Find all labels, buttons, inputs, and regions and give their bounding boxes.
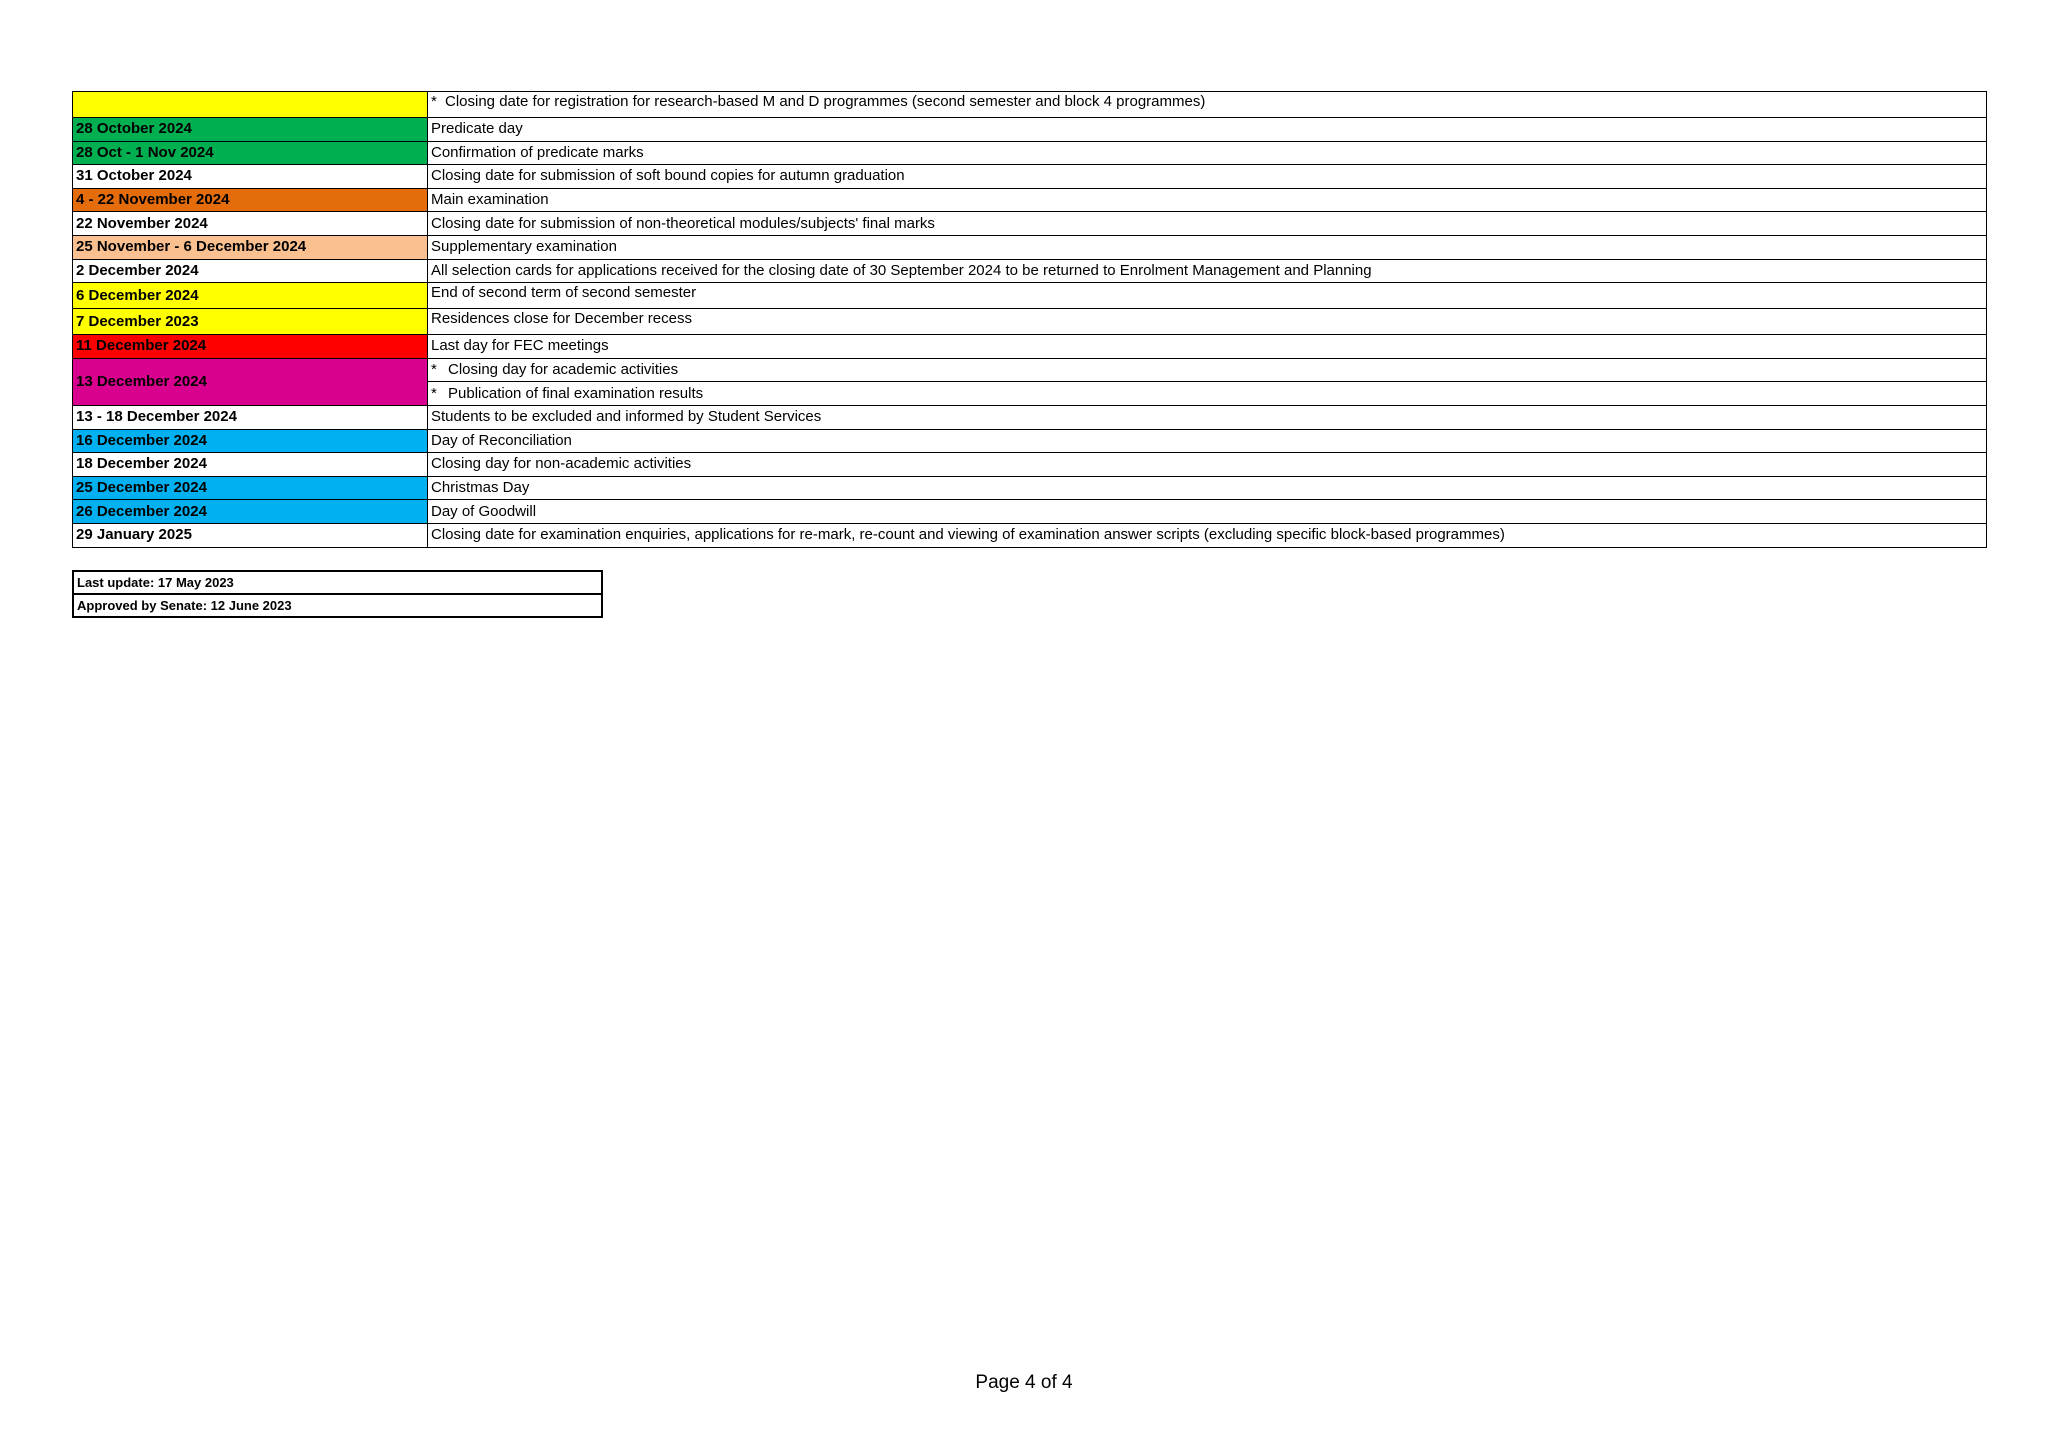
date-cell: 7 December 2023 [73,309,428,335]
event-cell: Closing day for non-academic activities [428,453,1987,477]
event-cell [428,382,1987,406]
event-cell: Closing date for submission of soft bound copies for autumn graduation [428,165,1987,189]
event-cell [428,358,1987,382]
table-row [73,309,1987,335]
event-cell: End of second term of second semester [428,283,1987,309]
event-cell: Residences close for December recess [428,309,1987,335]
table-row [73,235,1987,259]
event-cell: Confirmation of predicate marks [428,141,1987,165]
approved-by-senate: Approved by Senate: 12 June 2023 [73,594,602,617]
table-row [73,453,1987,477]
date-cell: 6 December 2024 [73,283,428,309]
event-cell: Supplementary examination [428,235,1987,259]
date-cell [73,92,428,118]
table-row [73,283,1987,309]
bullet: * [431,384,437,402]
date-cell: 18 December 2024 [73,453,428,477]
event-cell: Closing date for examination enquiries, applications for re-mark, re-count and viewing of examination answer scripts (excluding specific block-based programmes) [428,523,1987,547]
event-text: Closing day for academic activities [448,361,679,379]
bullet: * [431,93,437,110]
event-cell: Christmas Day [428,476,1987,500]
date-cell: 11 December 2024 [73,335,428,359]
event-cell: All selection cards for applications received for the closing date of 30 September 2024 to be returned to Enrolment Management and Planning [428,259,1987,283]
document-status-box [72,570,603,618]
date-cell: 26 December 2024 [73,500,428,524]
date-cell: 2 December 2024 [73,259,428,283]
event-text: Publication of final examination results [448,384,704,402]
date-cell: 28 Oct - 1 Nov 2024 [73,141,428,165]
table-row [73,429,1987,453]
table-row [73,405,1987,429]
date-cell: 28 October 2024 [73,118,428,142]
table-row [73,594,602,617]
table-row [73,571,602,594]
table-row [73,165,1987,189]
table-row [73,259,1987,283]
event-cell: Students to be excluded and informed by Student Services [428,405,1987,429]
bullet: * [431,361,437,379]
date-cell: 22 November 2024 [73,212,428,236]
date-cell: 4 - 22 November 2024 [73,188,428,212]
table-row [73,476,1987,500]
last-update: Last update: 17 May 2023 [73,571,602,594]
event-cell: Closing date for submission of non-theoretical modules/subjects' final marks [428,212,1987,236]
table-row [73,118,1987,142]
table-row [73,500,1987,524]
page-number: Page 4 of 4 [975,1372,1073,1393]
date-cell: 16 December 2024 [73,429,428,453]
event-cell: Predicate day [428,118,1987,142]
event-cell [428,92,1987,118]
table-row [73,92,1987,118]
table-row [73,335,1987,359]
date-cell: 25 December 2024 [73,476,428,500]
date-cell: 13 December 2024 [73,358,428,405]
date-cell: 25 November - 6 December 2024 [73,235,428,259]
date-cell: 13 - 18 December 2024 [73,405,428,429]
table-row [73,141,1987,165]
table-row [73,523,1987,547]
table-row [73,188,1987,212]
event-cell: Last day for FEC meetings [428,335,1987,359]
academic-calendar-table [72,91,1987,548]
event-text: Closing date for registration for research-based M and D programmes (second semester and block 4 programmes) [445,93,1206,110]
date-cell: 31 October 2024 [73,165,428,189]
table-row [73,358,1987,382]
date-cell: 29 January 2025 [73,523,428,547]
table-row [73,212,1987,236]
event-cell: Main examination [428,188,1987,212]
event-cell: Day of Reconciliation [428,429,1987,453]
event-cell: Day of Goodwill [428,500,1987,524]
